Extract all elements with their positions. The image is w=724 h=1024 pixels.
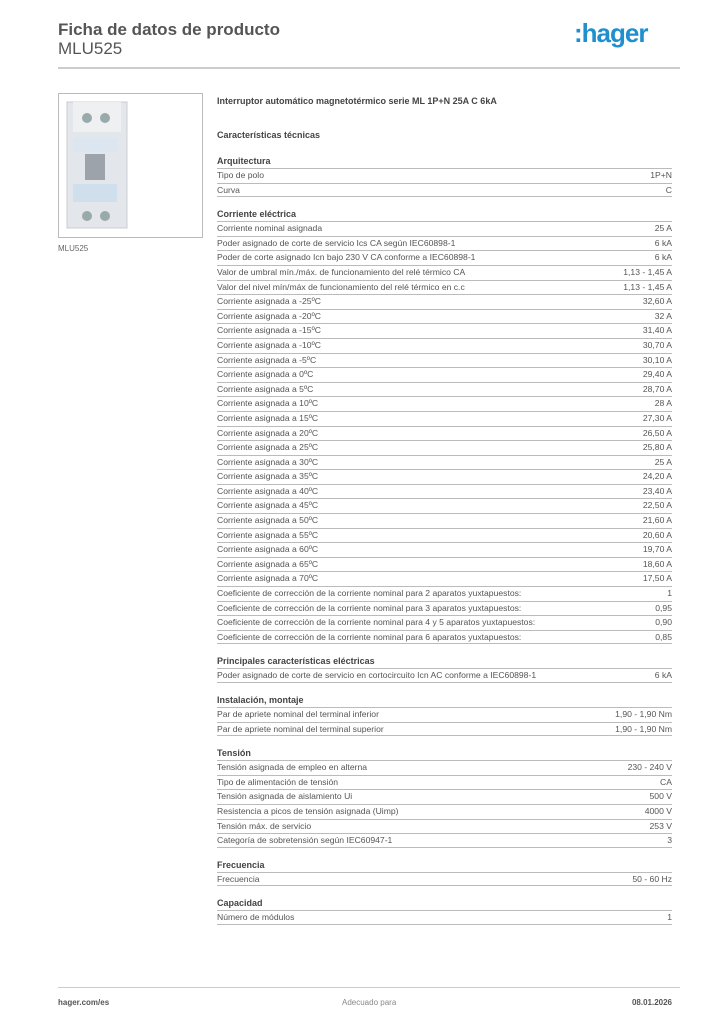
spec-label: Corriente asignada a 50ºC <box>217 515 319 526</box>
spec-label: Frecuencia <box>217 873 260 884</box>
section-title: Tensión <box>217 748 251 759</box>
spec-label: Corriente asignada a 65ºC <box>217 558 319 569</box>
spec-row <box>217 707 672 722</box>
spec-label: Coeficiente de corrección de la corriente nominal para 3 aparatos yuxtapuestos: <box>217 602 522 613</box>
spec-row <box>217 280 672 295</box>
spec-row <box>217 586 672 601</box>
spec-row <box>217 498 672 513</box>
spec-label: Categoría de sobretensión según IEC60947-1 <box>217 835 393 846</box>
spec-row <box>217 250 672 265</box>
spec-value: 6 kA <box>654 252 672 263</box>
spec-row <box>217 168 672 183</box>
spec-row <box>217 833 672 848</box>
spec-label: Poder asignado de corte de servicio Ics CA según IEC60898-1 <box>217 237 456 248</box>
spec-label: Corriente asignada a 0ºC <box>217 369 314 380</box>
spec-value: 29,40 A <box>642 369 672 380</box>
spec-section <box>217 208 672 644</box>
spec-value: 24,20 A <box>642 471 672 482</box>
spec-label: Coeficiente de corrección de la corriente nominal para 4 y 5 aparatos yuxtapuestos: <box>217 617 536 628</box>
spec-row <box>217 722 672 737</box>
spec-label: Curva <box>217 184 240 195</box>
spec-row <box>217 382 672 397</box>
section-title: Capacidad <box>217 898 263 909</box>
spec-label: Coeficiente de corrección de la corriente nominal para 6 aparatos yuxtapuestos: <box>217 631 522 642</box>
spec-value: 28 A <box>654 398 672 409</box>
spec-value: 253 V <box>649 820 672 831</box>
spec-value: 0,95 <box>655 602 672 613</box>
spec-row <box>217 789 672 804</box>
section-title: Principales características eléctricas <box>217 656 375 667</box>
spec-value: 500 V <box>649 791 672 802</box>
spec-value: 25 A <box>654 456 672 467</box>
spec-value: 1,13 - 1,45 A <box>623 266 672 277</box>
spec-row <box>217 484 672 499</box>
spec-row <box>217 819 672 834</box>
spec-value: 25 A <box>654 223 672 234</box>
spec-row <box>217 542 672 557</box>
spec-value: 32,60 A <box>642 296 672 307</box>
footer-date: 08.01.2026 <box>631 998 672 1007</box>
spec-value: CA <box>660 776 672 787</box>
spec-value: 28,70 A <box>642 383 672 394</box>
spec-label: Tensión asignada de empleo en alterna <box>217 762 368 773</box>
spec-label: Corriente asignada a -10ºC <box>217 339 321 350</box>
spec-label: Valor del nivel mín/máx de funcionamiento del relé térmico en c.c <box>217 281 465 292</box>
spec-row <box>217 411 672 426</box>
spec-label: Corriente asignada a 20ºC <box>217 427 319 438</box>
spec-label: Corriente asignada a 70ºC <box>217 573 319 584</box>
spec-value: 32 A <box>654 310 672 321</box>
spec-value: 1P+N <box>650 170 672 180</box>
spec-value: 23,40 A <box>642 485 672 496</box>
spec-value: C <box>665 184 672 195</box>
spec-row <box>217 183 672 198</box>
spec-label: Corriente asignada a 45ºC <box>217 500 319 511</box>
spec-value: 1 <box>667 912 672 923</box>
spec-row <box>217 571 672 586</box>
spec-label: Tensión asignada de aislamiento Ui <box>217 791 353 802</box>
section-title: Instalación, montaje <box>217 695 304 705</box>
spec-sections <box>217 155 672 925</box>
spec-value: 19,70 A <box>642 544 672 555</box>
spec-section <box>217 155 672 197</box>
spec-value: 230 - 240 V <box>627 762 672 773</box>
spec-value: 22,50 A <box>642 500 672 511</box>
spec-label: Corriente asignada a 35ºC <box>217 471 319 482</box>
page-title: Ficha de datos de producto <box>58 20 280 39</box>
spec-value: 17,50 A <box>642 573 672 584</box>
spec-row <box>217 221 672 236</box>
spec-row <box>217 910 672 925</box>
spec-label: Par de apriete nominal del terminal superior <box>217 723 384 734</box>
spec-row <box>217 601 672 616</box>
spec-value: 50 - 60 Hz <box>632 873 672 884</box>
spec-row <box>217 353 672 368</box>
spec-row <box>217 440 672 455</box>
section-title: Arquitectura <box>217 156 271 166</box>
spec-row <box>217 323 672 338</box>
spec-row <box>217 668 672 683</box>
spec-section <box>217 859 672 887</box>
header-divider <box>58 67 680 69</box>
spec-row <box>217 804 672 819</box>
spec-row <box>217 760 672 775</box>
spec-row <box>217 294 672 309</box>
spec-label: Tipo de alimentación de tensión <box>217 776 339 787</box>
spec-label: Número de módulos <box>217 912 295 923</box>
spec-row <box>217 775 672 790</box>
spec-label: Corriente asignada a -5ºC <box>217 354 317 365</box>
spec-section <box>217 747 672 848</box>
spec-value: 20,60 A <box>642 529 672 540</box>
spec-label: Corriente asignada a 55ºC <box>217 529 319 540</box>
spec-row <box>217 557 672 572</box>
spec-value: 0,85 <box>655 631 672 642</box>
spec-label: Corriente asignada a -15ºC <box>217 325 321 336</box>
spec-label: Poder asignado de corte de servicio en cortocircuito Icn AC conforme a IEC60898-1 <box>217 670 537 681</box>
spec-value: 30,70 A <box>642 339 672 350</box>
spec-row <box>217 265 672 280</box>
spec-value: 0,90 <box>655 617 672 628</box>
spec-value: 21,60 A <box>642 515 672 526</box>
spec-label: Corriente asignada a 25ºC <box>217 442 319 453</box>
spec-value: 1,13 - 1,45 A <box>623 281 672 292</box>
spec-label: Corriente asignada a -25ºC <box>217 296 321 307</box>
spec-row <box>217 615 672 630</box>
product-image <box>58 93 203 238</box>
spec-label: Corriente asignada a -20ºC <box>217 310 321 321</box>
spec-value: 18,60 A <box>642 558 672 569</box>
spec-value: 3 <box>667 835 672 846</box>
spec-label: Corriente asignada a 10ºC <box>217 398 319 409</box>
characteristics-title: Características técnicas <box>217 130 321 140</box>
spec-section <box>217 694 672 736</box>
spec-value: 26,50 A <box>642 427 672 438</box>
spec-label: Poder de corte asignado Icn bajo 230 V CA conforme a IEC60898-1 <box>217 252 476 263</box>
spec-row <box>217 455 672 470</box>
spec-row <box>217 872 672 887</box>
spec-label: Coeficiente de corrección de la corriente nominal para 2 aparatos yuxtapuestos: <box>217 588 522 599</box>
product-reference: MLU525 <box>58 39 123 58</box>
spec-label: Corriente asignada a 40ºC <box>217 485 319 496</box>
hager-logo: :hager <box>574 18 648 48</box>
spec-label: Corriente asignada a 15ºC <box>217 412 319 423</box>
spec-value: 1,90 - 1,90 Nm <box>615 723 672 734</box>
spec-label: Corriente asignada a 60ºC <box>217 544 319 555</box>
footer-website[interactable]: hager.com/es <box>58 998 110 1007</box>
spec-value: 27,30 A <box>642 412 672 423</box>
spec-row <box>217 426 672 441</box>
spec-row <box>217 630 672 645</box>
spec-row <box>217 367 672 382</box>
spec-section <box>217 655 672 683</box>
spec-row <box>217 309 672 324</box>
spec-value: 1,90 - 1,90 Nm <box>615 709 672 719</box>
footer-divider <box>58 987 680 988</box>
spec-value: 31,40 A <box>642 325 672 336</box>
footer-center: Adecuado para <box>342 998 397 1007</box>
spec-value: 1 <box>667 588 672 599</box>
spec-value: 25,80 A <box>642 442 672 453</box>
spec-row <box>217 469 672 484</box>
image-caption: MLU525 <box>58 244 89 253</box>
spec-label: Valor de umbral mín./máx. de funcionamiento del relé térmico CA <box>217 266 466 277</box>
spec-label: Resistencia a picos de tensión asignada (Uimp) <box>217 805 399 816</box>
spec-value: 30,10 A <box>642 354 672 365</box>
spec-label: Par de apriete nominal del terminal inferior <box>217 709 379 719</box>
spec-row <box>217 396 672 411</box>
spec-value: 4000 V <box>644 805 672 816</box>
section-title: Frecuencia <box>217 859 265 870</box>
section-title: Corriente eléctrica <box>217 209 297 220</box>
spec-row <box>217 513 672 528</box>
spec-label: Corriente asignada a 5ºC <box>217 383 314 394</box>
spec-label: Tipo de polo <box>217 170 264 180</box>
spec-value: 6 kA <box>654 237 672 248</box>
spec-row <box>217 528 672 543</box>
spec-row <box>217 338 672 353</box>
spec-section <box>217 897 672 925</box>
spec-row <box>217 236 672 251</box>
spec-content <box>217 96 672 925</box>
product-title: Interruptor automático magnetotérmico serie ML 1P+N 25A C 6kA <box>217 96 497 106</box>
spec-value: 6 kA <box>654 670 672 681</box>
spec-label: Corriente nominal asignada <box>217 223 323 234</box>
spec-label: Corriente asignada a 30ºC <box>217 456 319 467</box>
spec-label: Tensión máx. de servicio <box>217 820 312 831</box>
